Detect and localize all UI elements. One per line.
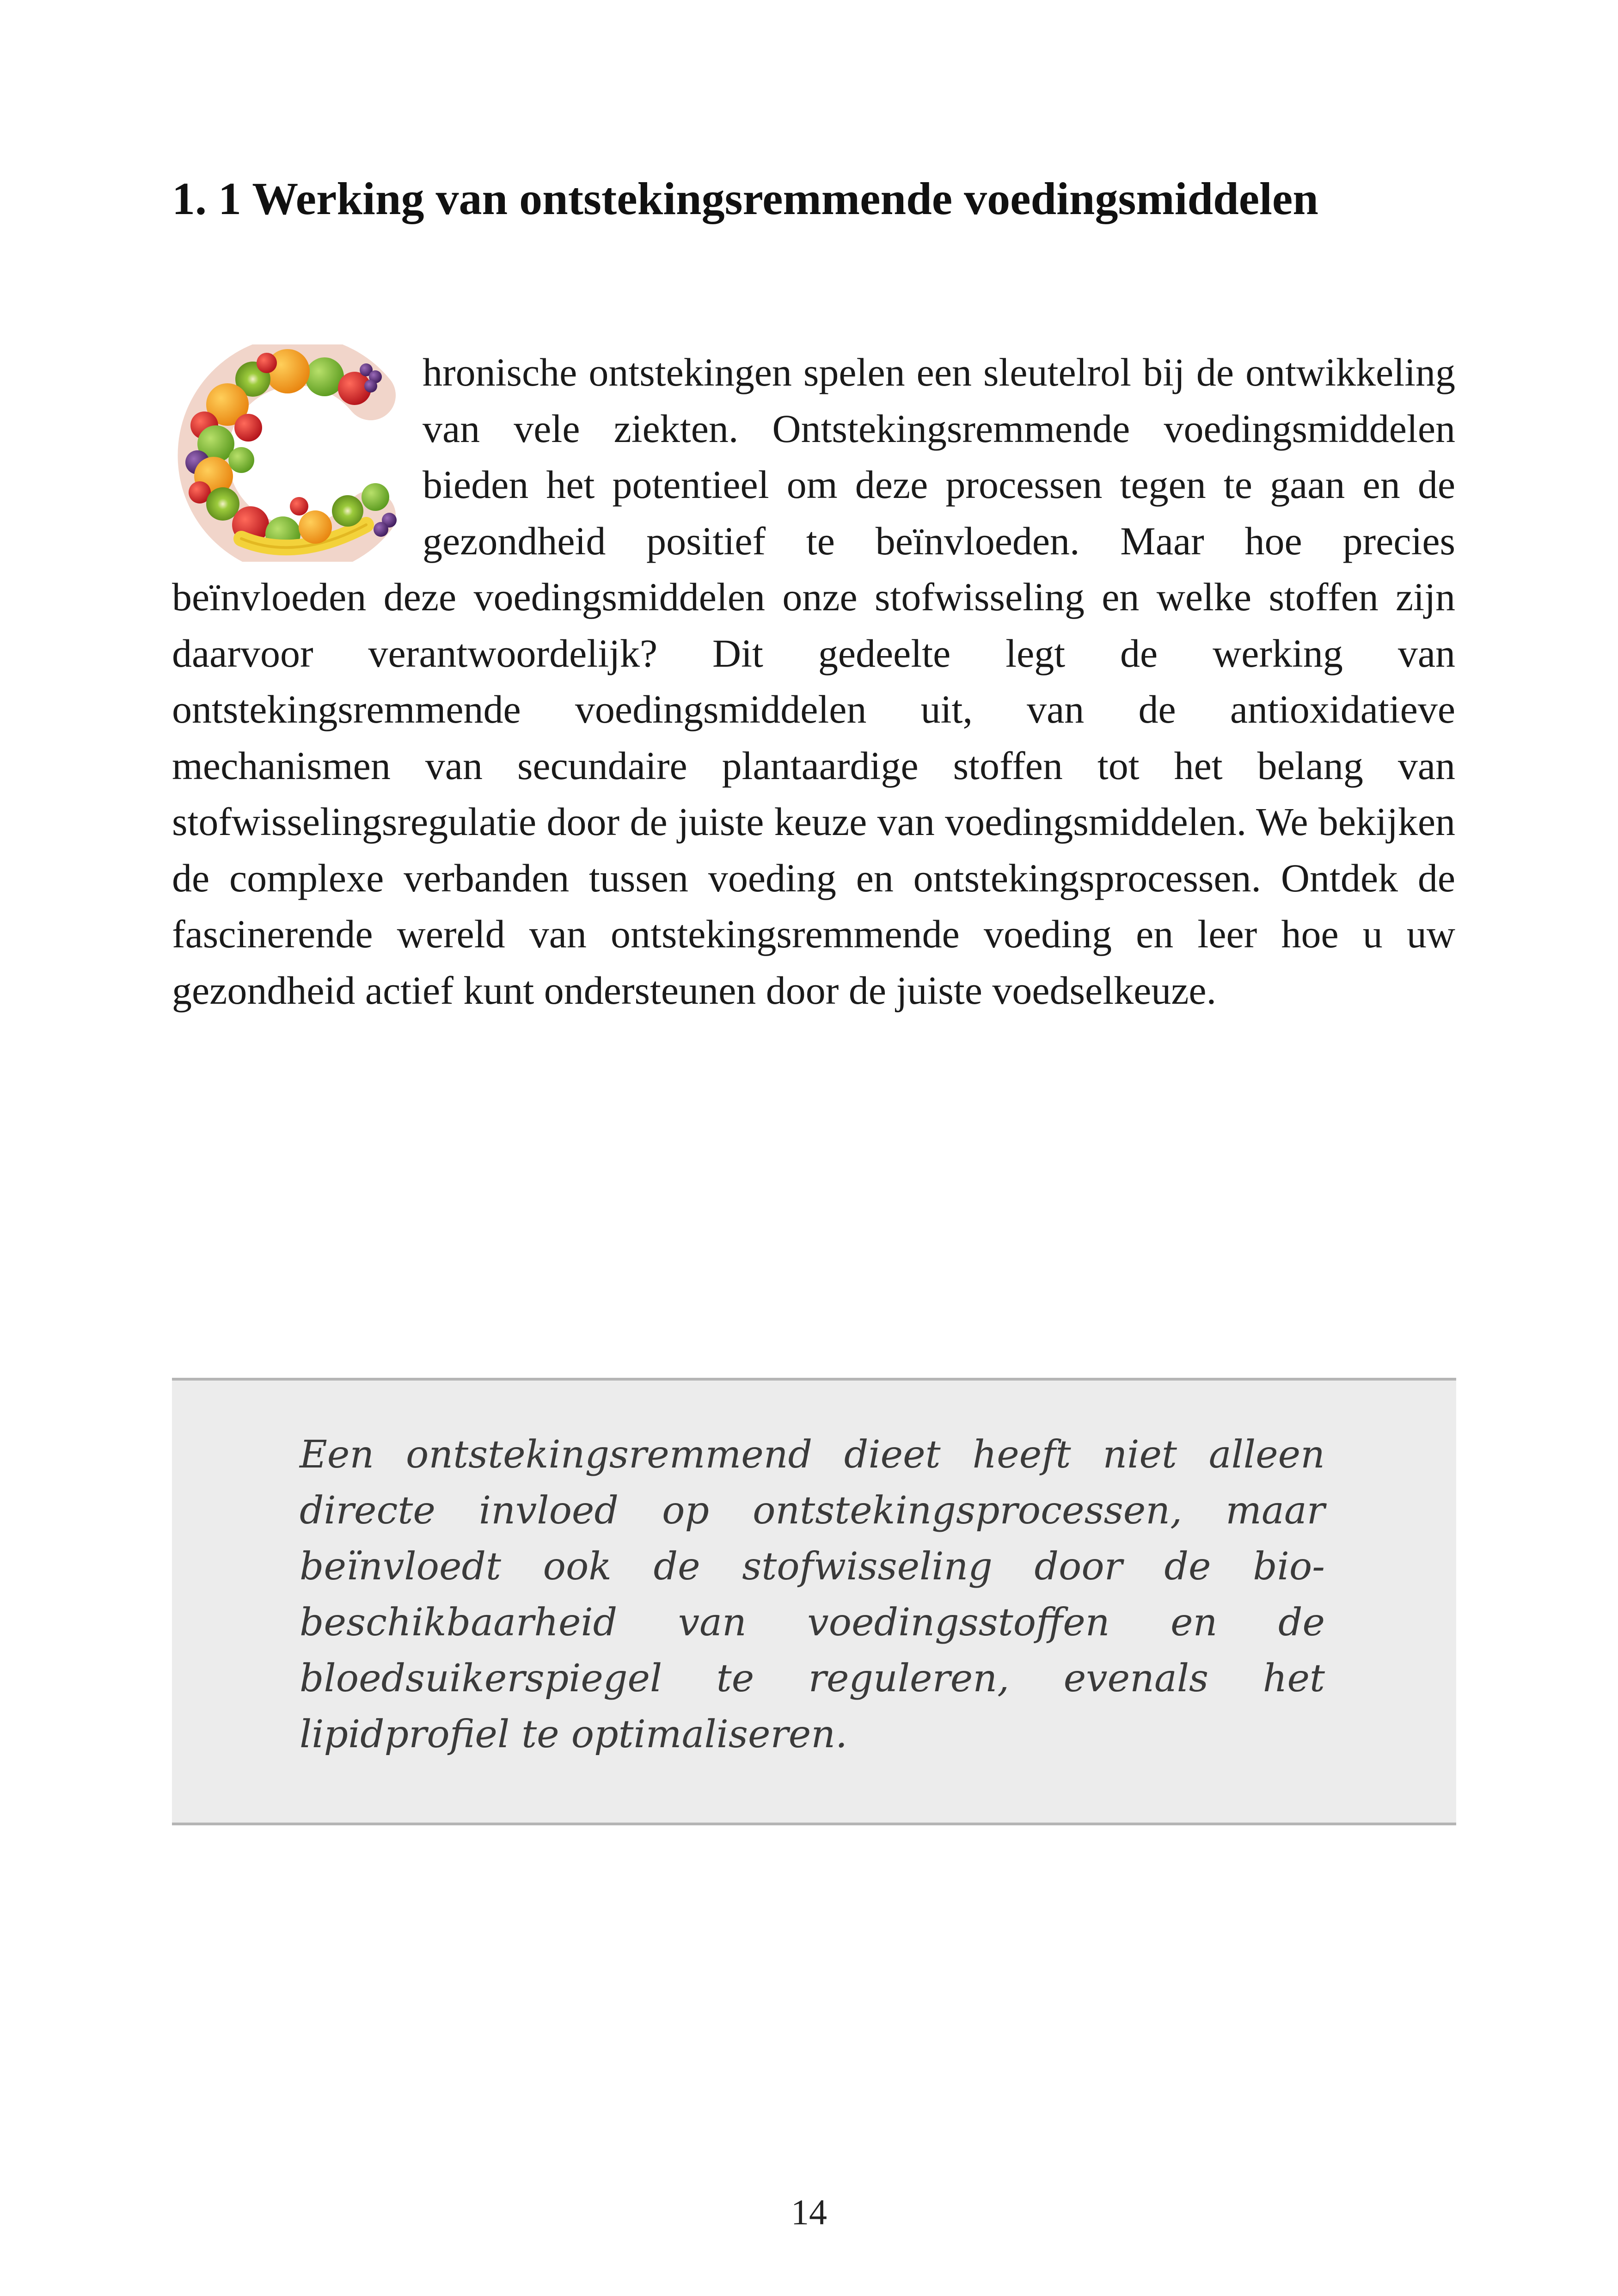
callout-quote: Een ontstekingsremmend dieet heeft niet alleen directe invloed op ontstekingsprocessen, maar beïnvloedt ook de stofwisseling door de biobeschikbaarheid van voedingsstoffen en de bloedsuikerspiegel te reguleren, evenals het lipidprofiel te optimaliseren. — [300, 1433, 1325, 1756]
callout-box — [172, 1378, 1456, 1825]
intro-paragraph — [172, 344, 1455, 1019]
page-number: 14 — [791, 2192, 827, 2232]
fruit-letter-c-dropcap — [172, 344, 403, 562]
intro-text: hronische ontstekingen spelen een sleutelrol bij de ontwikkeling van vele ziekten. Ontstekingsremmende voedingsmiddelen bieden het potentieel om deze processen tegen te gaan en de gezondheid positief te beïnvloeden. Maar hoe precies beïnvloeden deze voedingsmiddelen onze stofwisseling en welke stoffen zijn daarvoor verantwoordelijk? Dit gedeelte legt de werking van ontstekingsremmende voedingsmiddelen uit, van de antioxidatieve mechanismen van secundaire plantaardige stoffen tot het belang van stofwisselingsregulatie door de juiste keuze van voedingsmiddelen. We bekijken de complexe verbanden tussen voeding en ontstekingsprocessen. Ontdek de fascinerende wereld van ontstekingsremmende voeding en leer hoe u uw gezondheid actief kunt ondersteunen door de juiste voedselkeuze. — [172, 350, 1455, 1013]
chapter-title: 1. 1 Werking van ontstekingsremmende voedingsmiddelen — [172, 173, 1318, 224]
